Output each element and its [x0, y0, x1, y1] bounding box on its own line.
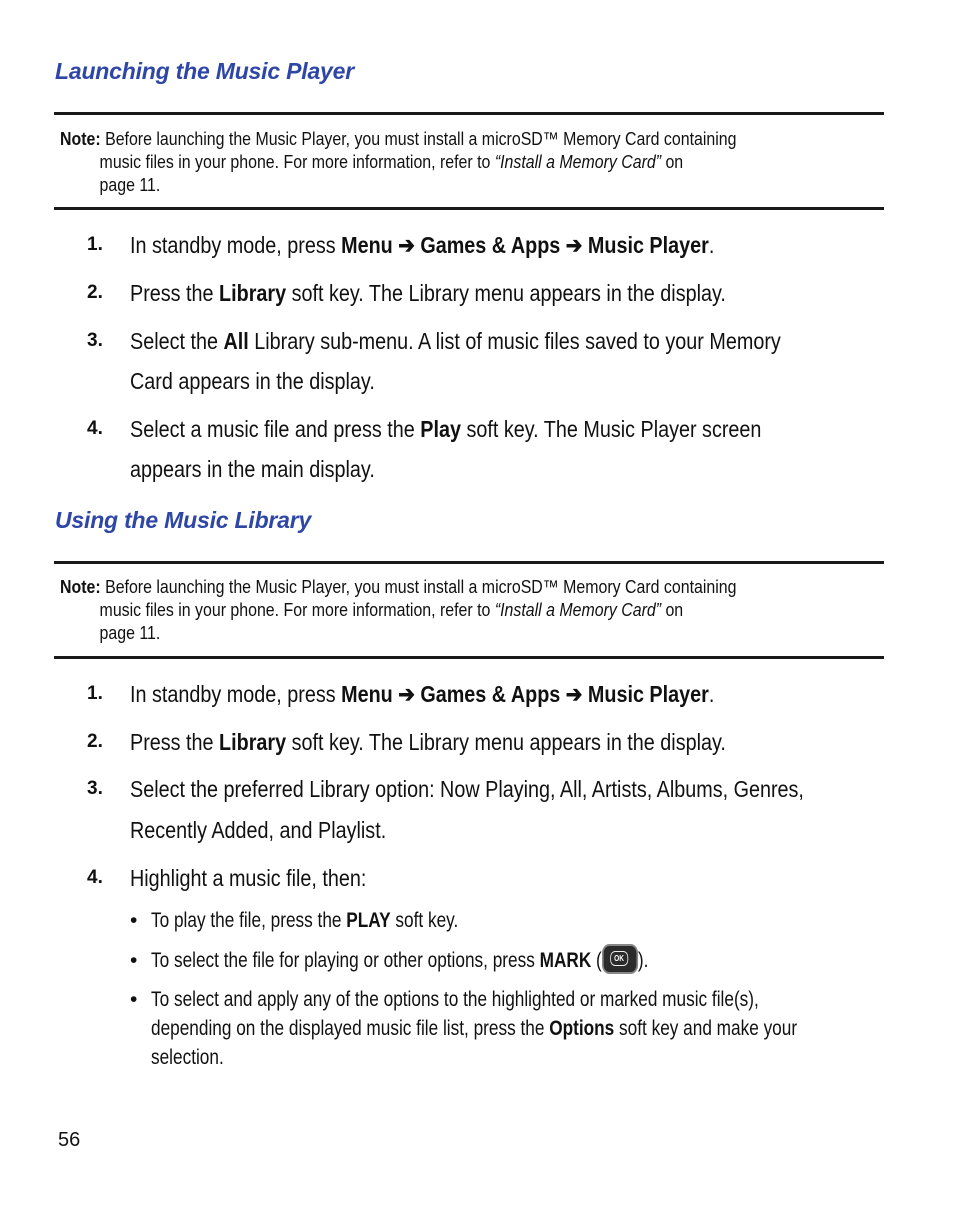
step-text: Recently Added, and Playlist. — [130, 817, 387, 843]
note-top-rule — [54, 561, 884, 564]
bullet-dot: • — [130, 988, 138, 1011]
step-number: 2. — [87, 731, 103, 752]
step-text: appears in the main display. — [130, 456, 375, 482]
note-line-3: page 11. — [99, 174, 161, 195]
section-heading-launching: Launching the Music Player — [55, 58, 354, 84]
step-number: 4. — [87, 418, 103, 439]
ok-key-label: OK — [610, 951, 628, 966]
step-text: Highlight a music file, then: — [130, 865, 367, 891]
bullet-text: To select and apply any of the options to the highlighted or marked music file(s), — [151, 988, 759, 1011]
note-reference: “Install a Memory Card” — [494, 151, 662, 172]
note-line-3: page 11. — [99, 622, 161, 643]
step-number: 1. — [87, 234, 103, 255]
step-number: 1. — [87, 683, 103, 704]
step-number: 3. — [87, 330, 103, 351]
step-number: 4. — [87, 867, 103, 888]
note-line-1: Before launching the Music Player, you must install a microSD™ Memory Card containing — [105, 576, 737, 597]
note-bottom-rule — [54, 207, 884, 210]
note-box — [60, 575, 875, 644]
bullet-dot: • — [130, 909, 138, 932]
step-number: 2. — [87, 282, 103, 303]
note-reference: “Install a Memory Card” — [494, 599, 662, 620]
step-text: Select the preferred Library option: Now Playing, All, Artists, Albums, Genres, — [130, 776, 804, 802]
note-line-2-end: on — [661, 151, 684, 172]
note-line-2: music files in your phone. For more information, refer to — [99, 151, 495, 172]
note-bottom-rule — [54, 656, 884, 659]
note-line-2-end: on — [661, 599, 684, 620]
page-number: 56 — [58, 1129, 81, 1151]
note-label: Note: — [60, 128, 101, 149]
note-line-2: music files in your phone. For more information, refer to — [99, 599, 495, 620]
section-heading-library: Using the Music Library — [55, 507, 312, 533]
note-box — [60, 127, 875, 196]
bullet-text: depending on the displayed music file list, press the Options soft key and make your — [151, 1017, 798, 1040]
bullet-text: To play the file, press the PLAY soft key. — [151, 909, 459, 932]
bullet-dot: • — [130, 949, 138, 972]
step-number: 3. — [87, 778, 103, 799]
step-text: Select the All Library sub-menu. A list of music files saved to your Memory — [130, 328, 781, 354]
note-top-rule — [54, 112, 884, 115]
note-label: Note: — [60, 576, 101, 597]
step-text: Card appears in the display. — [130, 368, 375, 394]
step-text: In standby mode, press Menu ➔ Games & Apps ➔ Music Player. — [130, 681, 715, 707]
bullet-text: selection. — [151, 1046, 224, 1069]
ok-key-icon — [602, 944, 638, 974]
step-text: Press the Library soft key. The Library menu appears in the display. — [130, 729, 726, 755]
step-text: Press the Library soft key. The Library menu appears in the display. — [130, 280, 726, 306]
note-line-1: Before launching the Music Player, you must install a microSD™ Memory Card containing — [105, 128, 737, 149]
step-text: In standby mode, press Menu ➔ Games & Apps ➔ Music Player. — [130, 232, 715, 258]
step-text: Select a music file and press the Play soft key. The Music Player screen — [130, 416, 762, 442]
bullet-text: To select the file for playing or other options, press MARK ( OK ). — [151, 946, 648, 976]
